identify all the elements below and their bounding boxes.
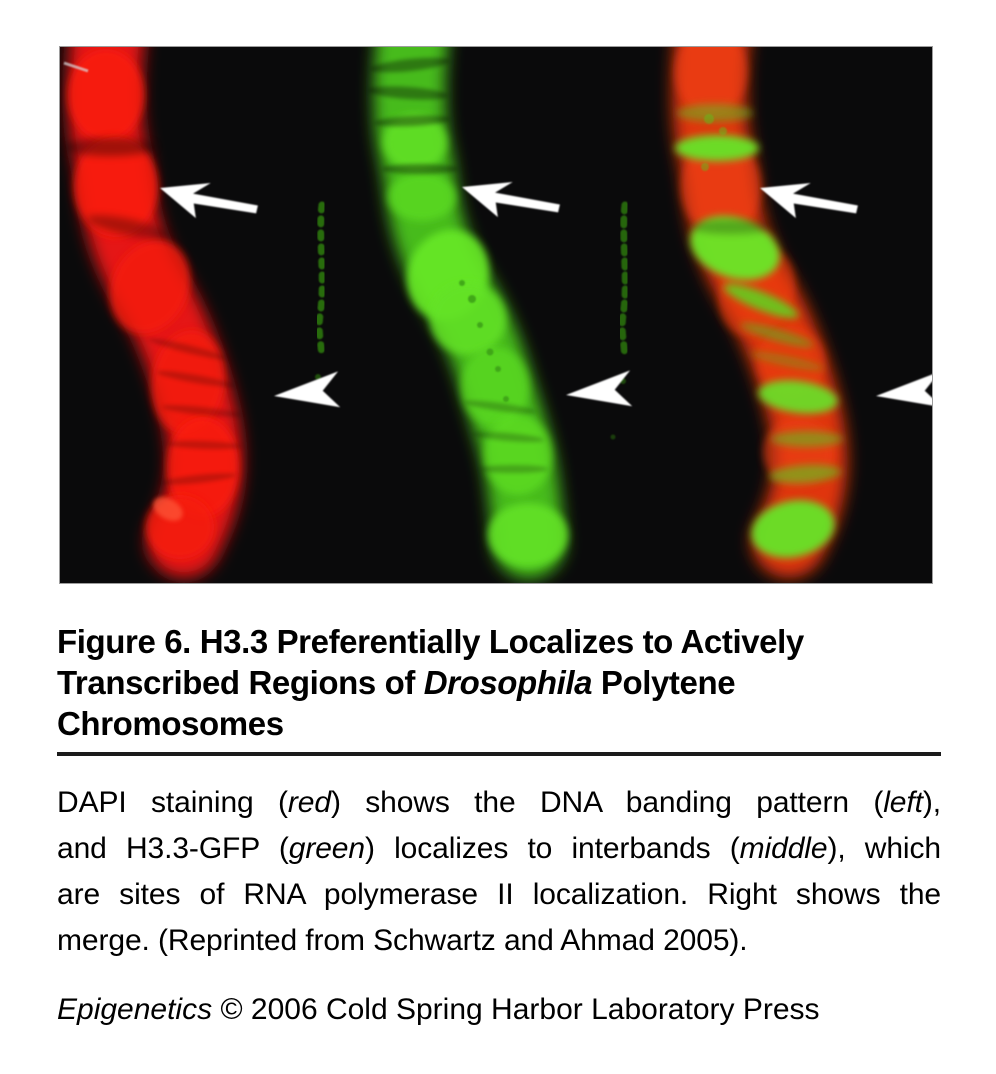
- figure-title-line-3: Chromosomes: [57, 705, 284, 742]
- caption-body-line-2: and H3.3-GFP (green) localizes to interbands (middle), which: [57, 832, 941, 865]
- interband-speckle-strand-left: [315, 205, 322, 380]
- copyright-line: Epigenetics © 2006 Cold Spring Harbor Laboratory Press: [57, 993, 820, 1026]
- arrowhead-icon-left: [272, 371, 341, 413]
- arrowhead-icon-middle: [564, 370, 633, 412]
- caption-divider: [57, 752, 941, 756]
- figure-title-line-2: Transcribed Regions of Drosophila Polytene: [57, 664, 736, 701]
- caption-body: [57, 780, 941, 964]
- figure-caption: [57, 621, 941, 1030]
- polytene-chromosome-image: [60, 47, 932, 583]
- figure-title-line-1: Figure 6. H3.3 Preferentially Localizes to Actively: [57, 623, 804, 660]
- micrograph-panel: [60, 47, 932, 583]
- figure-title: [57, 621, 941, 744]
- arrow-icon-left: [155, 167, 261, 237]
- caption-body-line-3: are sites of RNA polymerase II localization. Right shows the: [57, 878, 941, 911]
- chromosome-merge: [675, 47, 843, 565]
- caption-body-line-1: DAPI staining (red) shows the DNA banding pattern (left),: [57, 786, 941, 819]
- chromosome-dapi-red: [64, 47, 242, 559]
- arrow-icon-middle: [457, 166, 563, 236]
- caption-body-line-4: merge. (Reprinted from Schwartz and Ahmad 2005).: [57, 924, 748, 957]
- chromosome-h33gfp-green: [368, 47, 568, 567]
- arrowhead-icon-right: [874, 371, 932, 413]
